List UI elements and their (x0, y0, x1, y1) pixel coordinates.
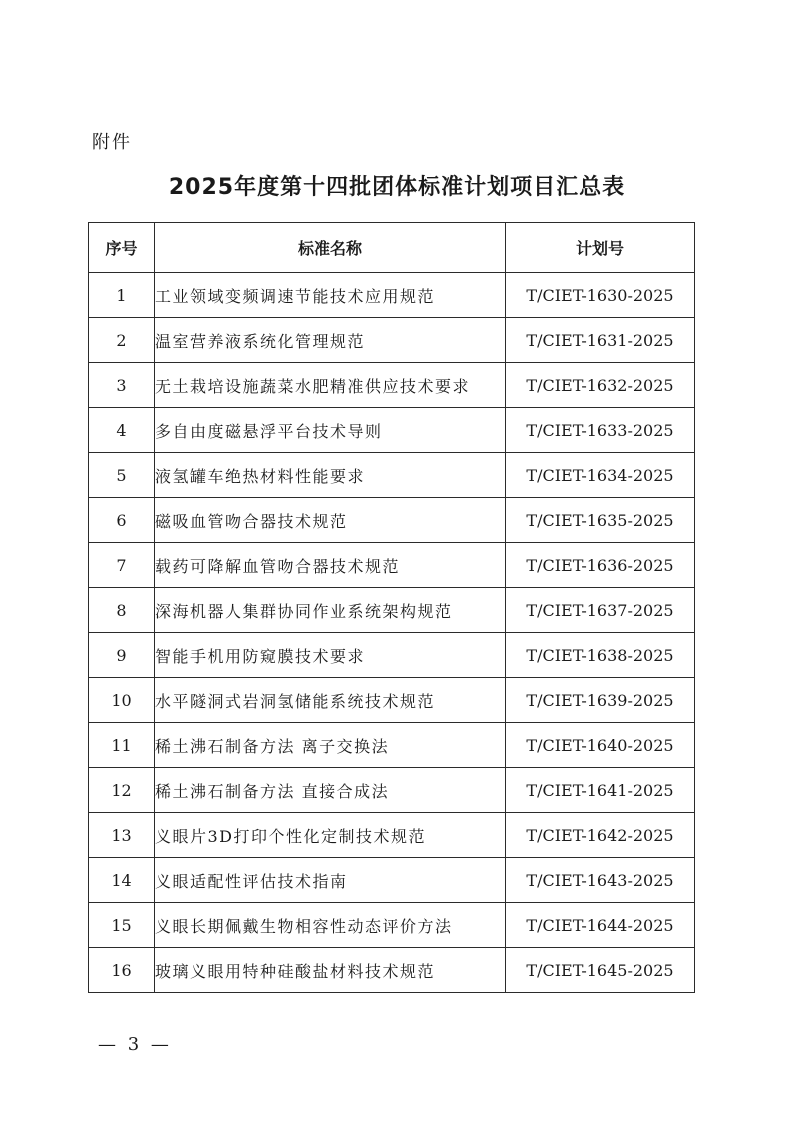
plan-number-cell: T/CIET-1641-2025 (506, 768, 695, 813)
table-row (89, 408, 695, 453)
serial-number-cell: 13 (89, 813, 155, 858)
table-row (89, 768, 695, 813)
serial-number-cell: 16 (89, 948, 155, 993)
serial-number-cell: 8 (89, 588, 155, 633)
plan-number-cell: T/CIET-1632-2025 (506, 363, 695, 408)
standard-name-cell: 水平隧洞式岩洞氢储能系统技术规范 (155, 678, 506, 723)
standard-name-cell: 义眼片3D打印个性化定制技术规范 (155, 813, 506, 858)
table-row (89, 903, 695, 948)
standard-name-cell: 玻璃义眼用特种硅酸盐材料技术规范 (155, 948, 506, 993)
table-row (89, 498, 695, 543)
plan-number-cell: T/CIET-1630-2025 (506, 273, 695, 318)
plan-number-cell: T/CIET-1634-2025 (506, 453, 695, 498)
serial-number-cell: 5 (89, 453, 155, 498)
standard-name-cell: 磁吸血管吻合器技术规范 (155, 498, 506, 543)
page-title: 2025年度第十四批团体标准计划项目汇总表 (168, 175, 626, 200)
serial-number-cell: 10 (89, 678, 155, 723)
plan-number-cell: T/CIET-1636-2025 (506, 543, 695, 588)
standard-name-cell: 深海机器人集群协同作业系统架构规范 (155, 588, 506, 633)
plan-number-cell: T/CIET-1631-2025 (506, 318, 695, 363)
standard-name-cell: 载药可降解血管吻合器技术规范 (155, 543, 506, 588)
plan-number-cell: T/CIET-1642-2025 (506, 813, 695, 858)
table-row (89, 588, 695, 633)
table-row (89, 543, 695, 588)
plan-number-cell: T/CIET-1638-2025 (506, 633, 695, 678)
standard-name-cell: 义眼适配性评估技术指南 (155, 858, 506, 903)
serial-number-cell: 9 (89, 633, 155, 678)
standard-name-cell: 智能手机用防窥膜技术要求 (155, 633, 506, 678)
table-row (89, 948, 695, 993)
header-standard-name: 标准名称 (155, 223, 506, 273)
serial-number-cell: 4 (89, 408, 155, 453)
serial-number-cell: 11 (89, 723, 155, 768)
table-row (89, 633, 695, 678)
standard-name-cell: 无土栽培设施蔬菜水肥精准供应技术要求 (155, 363, 506, 408)
header-plan-number: 计划号 (506, 223, 695, 273)
plan-number-cell: T/CIET-1643-2025 (506, 858, 695, 903)
standard-name-cell: 稀土沸石制备方法 直接合成法 (155, 768, 506, 813)
serial-number-cell: 6 (89, 498, 155, 543)
standard-name-cell: 工业领域变频调速节能技术应用规范 (155, 273, 506, 318)
table-body (89, 273, 695, 993)
table-row (89, 858, 695, 903)
table-row (89, 273, 695, 318)
table-header-row (89, 223, 695, 273)
table-row (89, 678, 695, 723)
plan-number-cell: T/CIET-1635-2025 (506, 498, 695, 543)
serial-number-cell: 14 (89, 858, 155, 903)
plan-number-cell: T/CIET-1645-2025 (506, 948, 695, 993)
standard-name-cell: 稀土沸石制备方法 离子交换法 (155, 723, 506, 768)
table-row (89, 363, 695, 408)
standard-name-cell: 温室营养液系统化管理规范 (155, 318, 506, 363)
serial-number-cell: 1 (89, 273, 155, 318)
table-row (89, 813, 695, 858)
standard-name-cell: 液氢罐车绝热材料性能要求 (155, 453, 506, 498)
serial-number-cell: 12 (89, 768, 155, 813)
page-number: — 3 — (98, 1034, 172, 1055)
serial-number-cell: 2 (89, 318, 155, 363)
plan-number-cell: T/CIET-1633-2025 (506, 408, 695, 453)
standard-name-cell: 多自由度磁悬浮平台技术导则 (155, 408, 506, 453)
serial-number-cell: 3 (89, 363, 155, 408)
plan-number-cell: T/CIET-1640-2025 (506, 723, 695, 768)
table-row (89, 318, 695, 363)
table-row (89, 453, 695, 498)
serial-number-cell: 15 (89, 903, 155, 948)
plan-number-cell: T/CIET-1644-2025 (506, 903, 695, 948)
plan-number-cell: T/CIET-1639-2025 (506, 678, 695, 723)
plan-number-cell: T/CIET-1637-2025 (506, 588, 695, 633)
header-serial-number: 序号 (89, 223, 155, 273)
standard-name-cell: 义眼长期佩戴生物相容性动态评价方法 (155, 903, 506, 948)
attachment-label: 附件 (92, 132, 132, 153)
standards-plan-table (88, 222, 695, 993)
table-row (89, 723, 695, 768)
serial-number-cell: 7 (89, 543, 155, 588)
